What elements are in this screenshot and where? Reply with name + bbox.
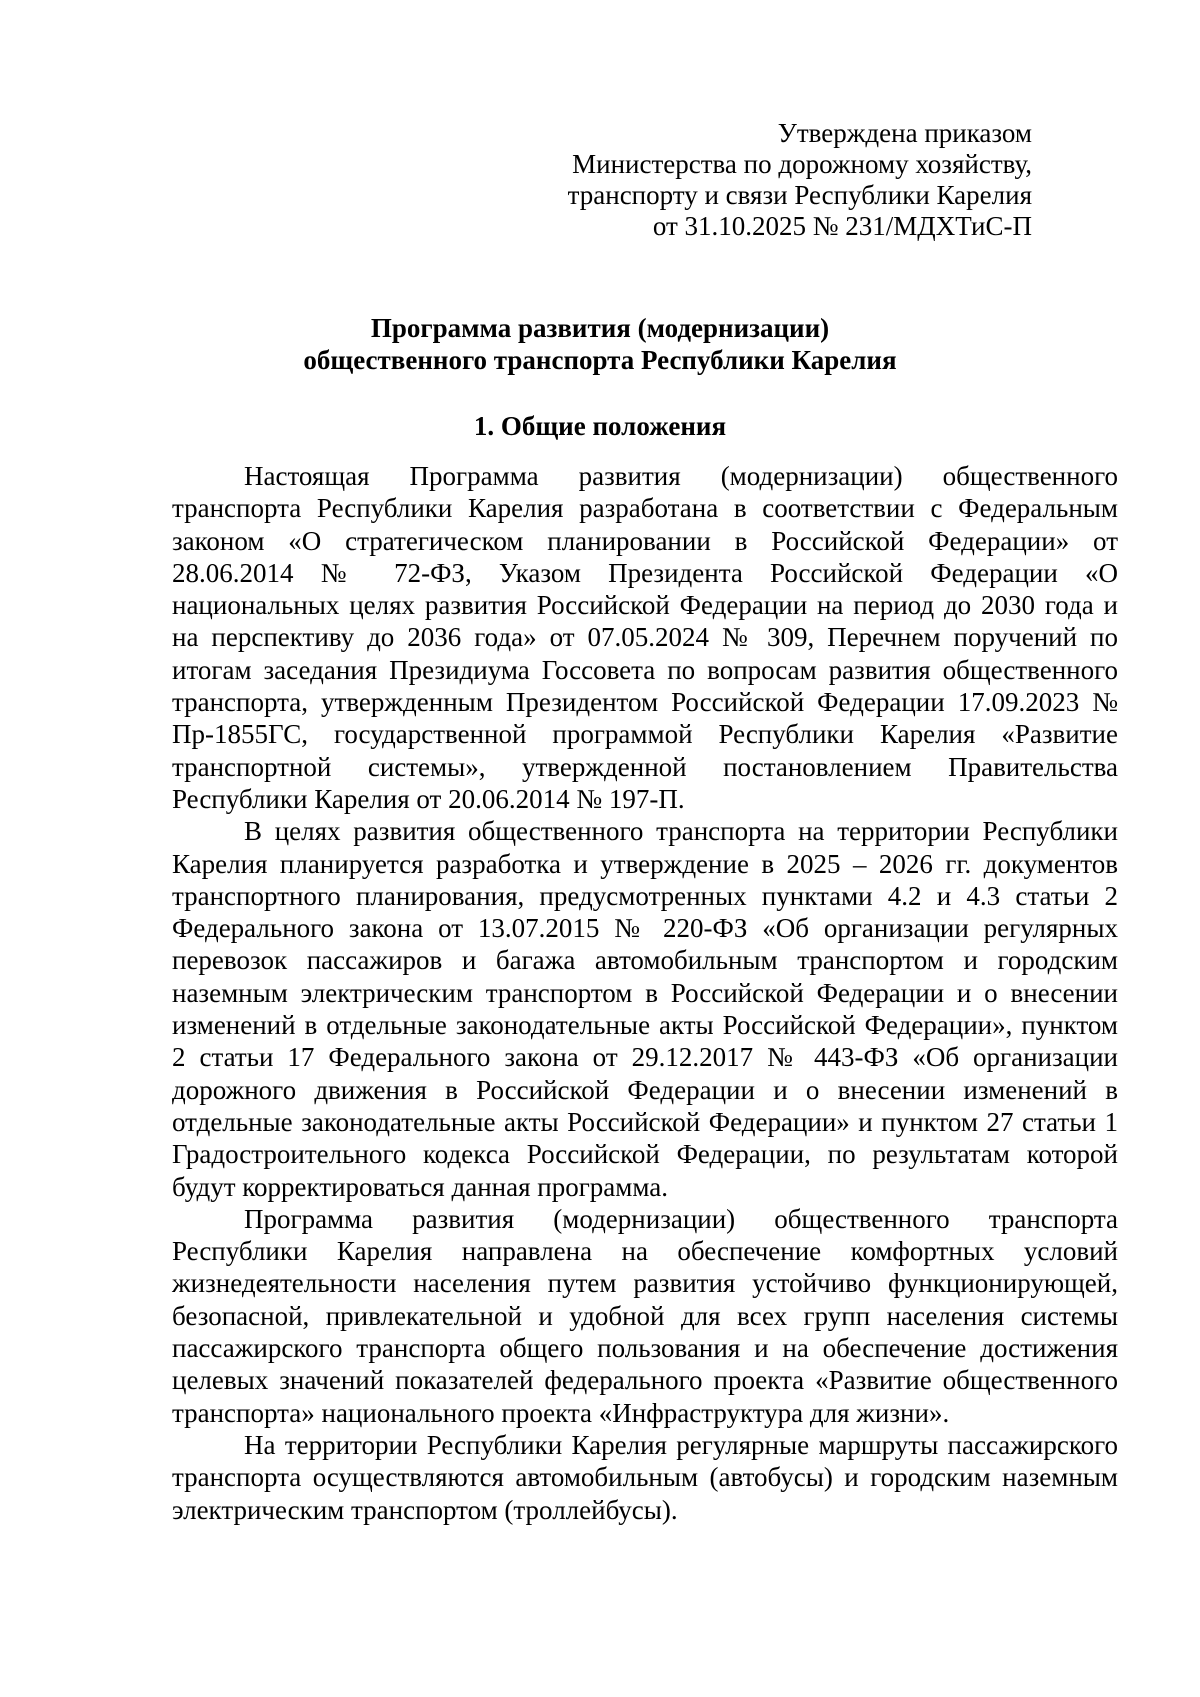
paragraph-3: Программа развития (модернизации) общественного транспорта Республики Карелия направлена на обеспечение комфортных условий жизнедеятельности населения путем развития устойчиво функционирующей, безопасной, привлекательной и удобной для всех групп населения системы пассажирского транспорта общего пользования и на обеспечение достижения целевых значений показателей федерального проекта «Развитие общественного транспорта» национального проекта «Инфраструктура для жизни». [172,1203,1118,1428]
paragraph-2: В целях развития общественного транспорта на территории Республики Карелия планируется разработка и утверждение в 2025 – 2026 гг. документов транспортного планирования, предусмотренных пунктами 4.2 и 4.3 статьи 2 Федерального закона от 13.07.2015 № 220-ФЗ «Об организации регулярных перевозок пассажиров и багажа автомобильным транспортом и городским наземным электрическим транспортом в Российской Федерации и о внесении изменений в отдельные законодательные акты Российской Федерации», пунктом 2 статьи 17 Федерального закона от 29.12.2017 № 443-ФЗ «Об организации дорожного движения в Российской Федерации и о внесении изменений в отдельные законодательные акты Российской Федерации» и пунктом 27 статьи 1 Градостроительного кодекса Российской Федерации, по результатам которой будут корректироваться данная программа. [172,816,1118,1202]
paragraph-1: Настоящая Программа развития (модернизации) общественного транспорта Республики Карелия разработана в соответствии с Федеральным законом «О стратегическом планировании в Российской Федерации» от 28.06.2014 № 72-ФЗ, Указом Президента Российской Федерации «О национальных целях развития Российской Федерации на период до 2030 года и на перспективу до 2036 года» от 07.05.2024 № 309, Перечнем поручений по итогам заседания Президиума Госсовета по вопросам развития общественного транспорта, утвержденным Президентом Российской Федерации 17.09.2023 № Пр-1855ГС, государственной программой Республики Карелия «Развитие транспортной системы», утвержденной постановлением Правительства Республики Карелия от 20.06.2014 № 197-П. [172,461,1118,814]
approval-line-1: Утверждена приказом [777,118,1032,148]
paragraph-4: На территории Республики Карелия регулярные маршруты пассажирского транспорта осуществляются автомобильным (автобусы) и городским наземным электрическим транспортом (троллейбусы). [172,1429,1118,1525]
approval-line-4: от 31.10.2025 № 231/МДХТиС-П [652,211,1032,241]
body-text [172,460,1118,1526]
document-title-line-1: Программа развития (модернизации) [370,313,830,343]
document-title [0,312,1200,376]
section-heading: 1. Общие положения [473,411,727,441]
approval-stamp-block [568,118,1032,242]
approval-line-3: транспорту и связи Республики Карелия [567,180,1032,210]
document-title-line-2: общественного транспорта Республики Карелия [303,345,897,375]
approval-line-2: Министерства по дорожному хозяйству, [572,149,1032,179]
